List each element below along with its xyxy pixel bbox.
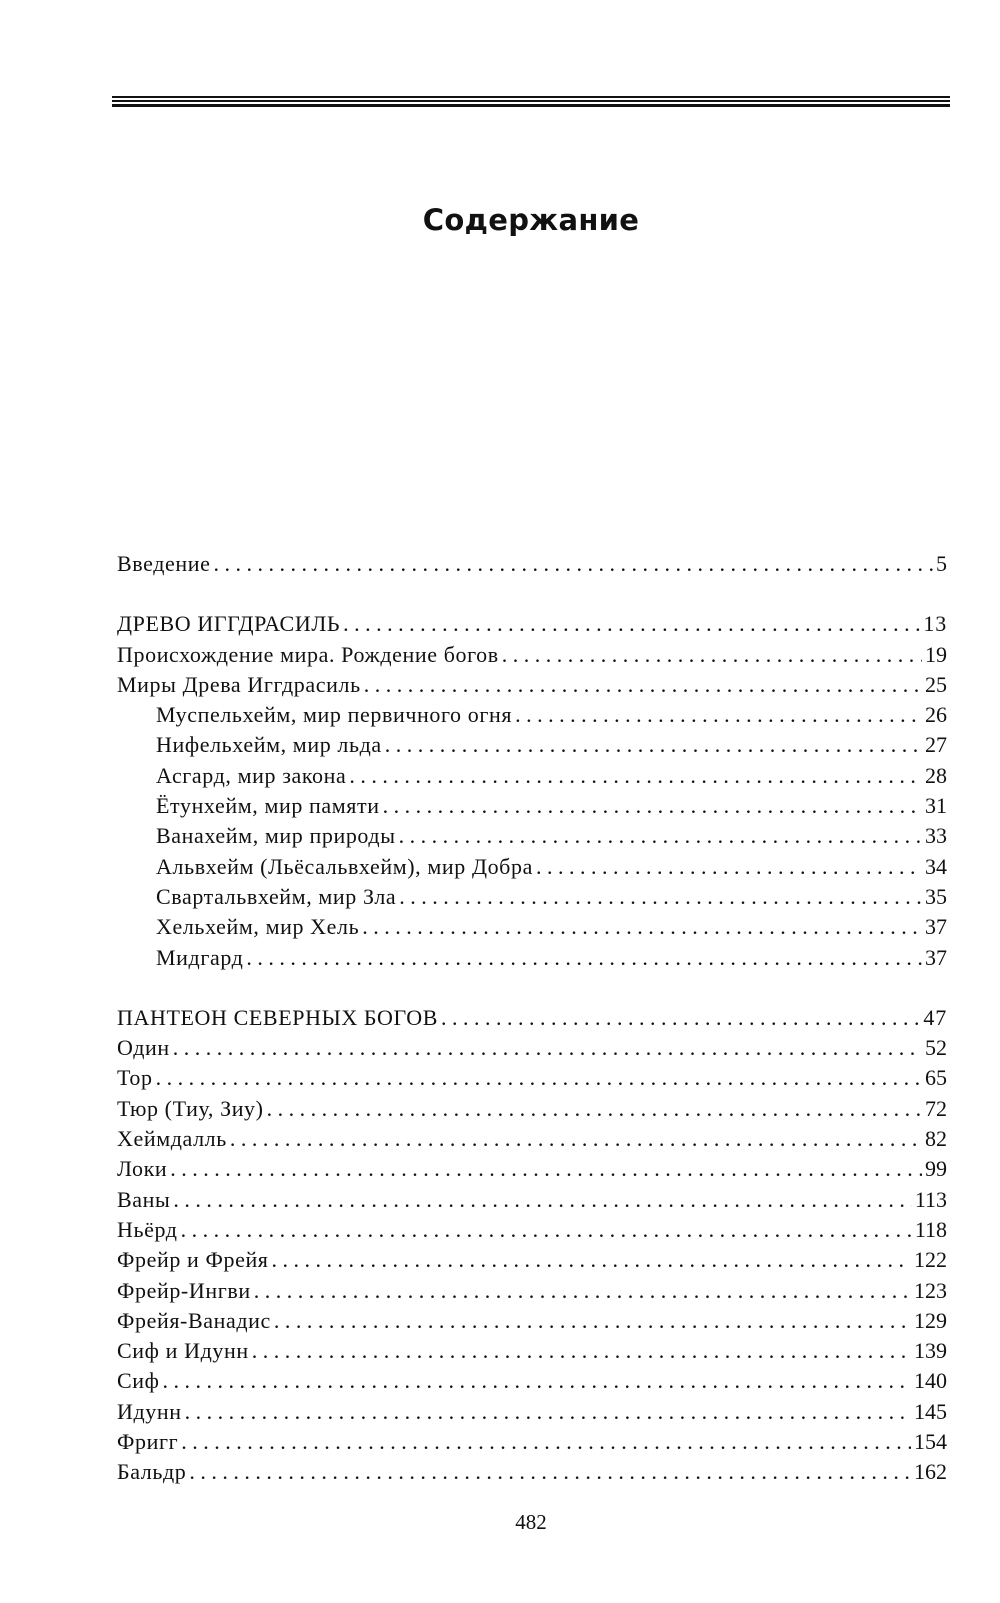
- toc-subentry: [117, 791, 947, 821]
- toc-entry: [117, 1094, 947, 1124]
- toc-entry-title: Сиф и Идунн: [117, 1338, 249, 1364]
- toc-page-number: 47: [923, 1004, 947, 1030]
- header-rule-middle: [112, 100, 950, 102]
- toc-page-number: 82: [925, 1126, 947, 1152]
- toc-entry: [117, 1245, 947, 1275]
- toc-leader-dots: [181, 1427, 911, 1457]
- toc-entry-title: Асгард, мир закона: [156, 762, 347, 788]
- toc-entry-title: ДРЕВО ИГГДРАСИЛЬ: [117, 611, 341, 637]
- toc-entry-title: Ваны: [117, 1186, 171, 1212]
- toc-leader-dots: [185, 1397, 911, 1427]
- toc-subentry: [117, 730, 947, 760]
- toc-entry-title: Мидгард: [156, 944, 244, 970]
- toc-leader-dots: [189, 1457, 911, 1487]
- toc-leader-dots: [343, 609, 920, 639]
- header-rule-bottom: [112, 104, 950, 107]
- page-title: Содержание: [422, 203, 640, 237]
- toc-entry-title: Тюр (Тиу, Зиу): [117, 1095, 264, 1121]
- toc-entry: [117, 549, 947, 579]
- toc-entry-title: Введение: [117, 551, 211, 576]
- toc-page-number: 31: [925, 793, 947, 819]
- toc-entry-title: Нифельхейм, мир льда: [156, 732, 382, 758]
- toc-leader-dots: [156, 1063, 922, 1093]
- toc-leader-dots: [515, 700, 922, 730]
- toc-subentry: [117, 761, 947, 791]
- toc-page-number: 72: [925, 1095, 947, 1121]
- toc-leader-dots: [267, 1094, 922, 1124]
- toc-entry: [117, 1063, 947, 1093]
- toc-entry: [117, 1427, 947, 1457]
- toc-leader-dots: [349, 761, 922, 791]
- toc-page-number: 25: [925, 671, 947, 697]
- toc-leader-dots: [170, 1154, 922, 1184]
- toc-entry-title: Фрейр и Фрейя: [117, 1247, 269, 1273]
- toc-subentry: [117, 700, 947, 730]
- toc-entry-title: Фригг: [117, 1429, 179, 1455]
- toc-entry-title: Хеймдалль: [117, 1126, 227, 1152]
- toc-entry: [117, 1336, 947, 1366]
- toc-subentry: [117, 882, 947, 912]
- toc-page-number: 123: [914, 1277, 947, 1303]
- toc-entry-title: Тор: [117, 1065, 153, 1091]
- toc-entry-title: Миры Древа Иггдрасиль: [117, 671, 361, 697]
- toc-entry-title: ПАНТЕОН СЕВЕРНЫХ БОГОВ: [117, 1004, 439, 1030]
- toc-entry: [117, 1124, 947, 1154]
- toc-page-number: 113: [914, 1186, 947, 1212]
- toc-entry-title: Один: [117, 1035, 170, 1061]
- toc-entry-title: Фрейр-Ингви: [117, 1277, 251, 1303]
- toc-page-number: 145: [914, 1398, 947, 1424]
- toc-entry: [117, 1457, 947, 1487]
- toc-entry: [117, 1276, 947, 1306]
- toc-page-number: 65: [925, 1065, 947, 1091]
- toc-leader-dots: [502, 640, 922, 670]
- toc-leader-dots: [364, 670, 922, 700]
- toc-entry: [117, 1033, 947, 1063]
- toc-entry: [117, 1215, 947, 1245]
- toc-page-number: 19: [925, 641, 947, 667]
- toc-leader-dots: [441, 1003, 920, 1033]
- toc-leader-dots: [399, 821, 922, 851]
- toc-entry-title: Альвхейм (Льёсальвхейм), мир Добра: [156, 853, 533, 879]
- toc-entry: [117, 1185, 947, 1215]
- toc-subentry: [117, 943, 947, 973]
- toc-leader-dots: [252, 1336, 911, 1366]
- toc-leader-dots: [399, 882, 922, 912]
- toc-leader-dots: [173, 1185, 911, 1215]
- toc-entry: [117, 1366, 947, 1396]
- toc-entry-title: Происхождение мира. Рождение богов: [117, 641, 499, 667]
- toc-leader-dots: [383, 791, 922, 821]
- toc-leader-dots: [173, 1033, 922, 1063]
- toc-entry-title: Идунн: [117, 1398, 182, 1424]
- toc-page-number: 122: [914, 1247, 947, 1273]
- toc-entry-title: Хельхейм, мир Хель: [156, 914, 360, 940]
- toc-leader-dots: [385, 730, 922, 760]
- toc-leader-dots: [536, 852, 922, 882]
- toc-page-number: 35: [925, 883, 947, 909]
- toc-entry: [117, 1306, 947, 1336]
- toc-leader-dots: [362, 912, 922, 942]
- toc-leader-dots: [213, 549, 933, 579]
- toc-entry-title: Сиф: [117, 1368, 160, 1394]
- toc-page-number: 34: [925, 853, 947, 879]
- toc-section-entry: [117, 609, 947, 639]
- toc-entry-title: Фрейя-Ванадис: [117, 1307, 271, 1333]
- toc-subentry: [117, 821, 947, 851]
- toc-page-number: 37: [925, 914, 947, 940]
- toc-page-number: 13: [923, 611, 947, 637]
- toc-subentry: [117, 852, 947, 882]
- page-number: 482: [515, 1510, 547, 1534]
- toc-page-number: 33: [925, 823, 947, 849]
- toc-entry-title: Бальдр: [117, 1459, 187, 1485]
- toc-leader-dots: [274, 1306, 911, 1336]
- toc-entry: [117, 1154, 947, 1184]
- toc-entry-title: Локи: [117, 1156, 168, 1182]
- toc-page-number: 162: [914, 1459, 947, 1485]
- header-rule-top: [112, 96, 950, 98]
- toc-page-number: 26: [925, 702, 947, 728]
- toc-entry-title: Ванахейм, мир природы: [156, 823, 396, 849]
- toc-leader-dots: [230, 1124, 922, 1154]
- toc-page-number: 99: [925, 1156, 947, 1182]
- toc-page-number: 118: [914, 1216, 947, 1242]
- toc-leader-dots: [163, 1366, 911, 1396]
- toc-leader-dots: [272, 1245, 911, 1275]
- toc-subentry: [117, 912, 947, 942]
- toc-page-number: 27: [925, 732, 947, 758]
- toc-entry-title: Ётунхейм, мир памяти: [156, 793, 380, 819]
- toc-page-number: 28: [925, 762, 947, 788]
- toc-leader-dots: [181, 1215, 912, 1245]
- toc-page-number: 5: [936, 551, 947, 576]
- toc-leader-dots: [254, 1276, 911, 1306]
- toc-entry-title: Свартальвхейм, мир Зла: [156, 883, 397, 909]
- toc-entry-title: Муспельхейм, мир первичного огня: [156, 702, 513, 728]
- toc-entry: [117, 640, 947, 670]
- toc-section-entry: [117, 1003, 947, 1033]
- toc-page-number: 52: [925, 1035, 947, 1061]
- toc-page-number: 139: [914, 1338, 947, 1364]
- toc-leader-dots: [246, 943, 922, 973]
- toc-entry: [117, 670, 947, 700]
- toc-page-number: 154: [914, 1429, 947, 1455]
- toc-entry-title: Ньёрд: [117, 1216, 178, 1242]
- table-of-contents: [117, 549, 947, 1488]
- toc-page-number: 140: [914, 1368, 947, 1394]
- toc-page-number: 129: [914, 1307, 947, 1333]
- toc-page-number: 37: [925, 944, 947, 970]
- toc-entry: [117, 1397, 947, 1427]
